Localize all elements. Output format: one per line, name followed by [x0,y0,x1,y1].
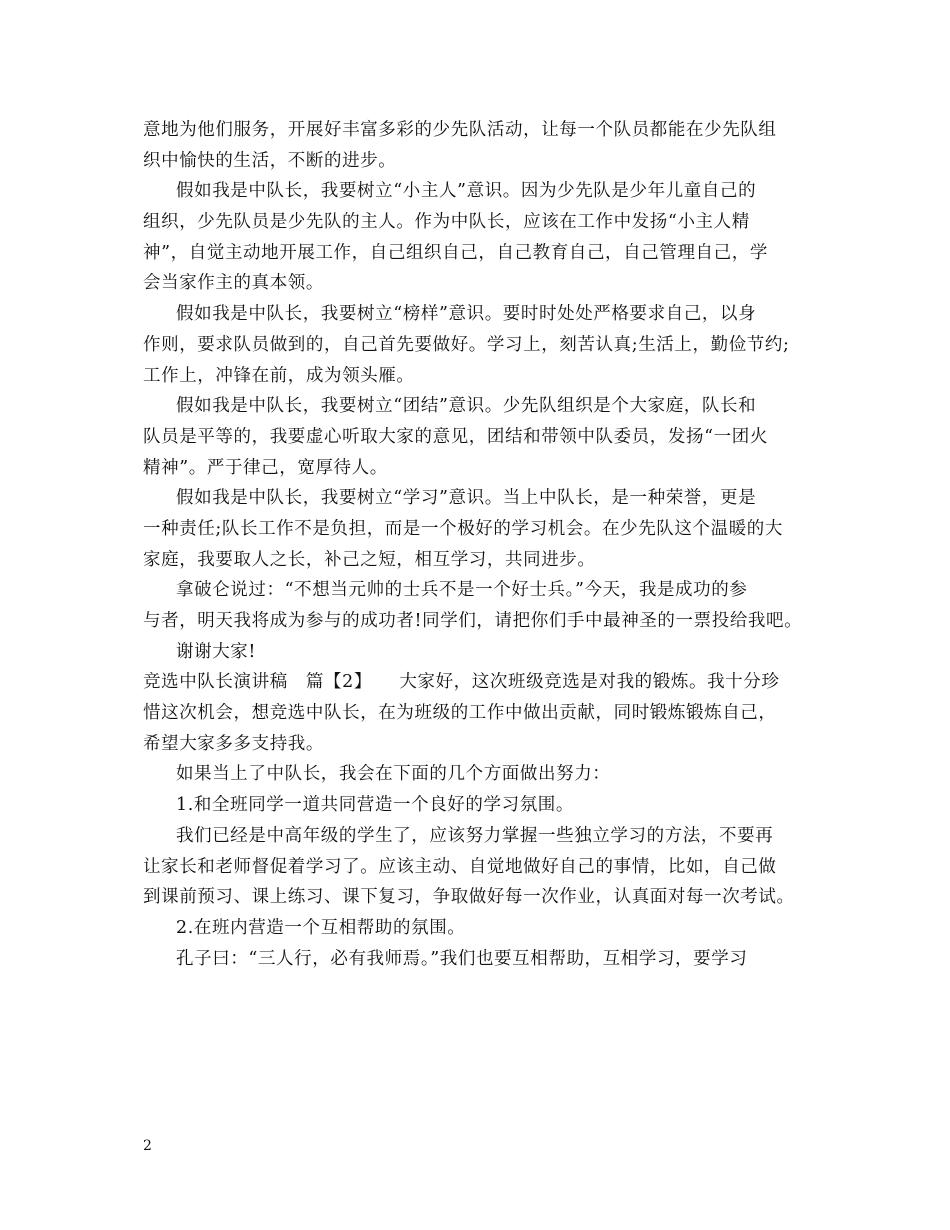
paragraph-start-line: 假如我是中队长，我要树立“小主人”意识。因为少先队是少年儿童自己的 [176,181,757,202]
paragraph-start-line: 孔子曰：“三人行，必有我师焉。”我们也要互相帮助，互相学习，要学习 [176,948,748,969]
body-text [143,115,809,974]
text-line: 一种责任;队长工作不是负担，而是一个极好的学习机会。在少先队这个温暖的大 [143,518,783,539]
text-line: 神”，自觉主动地开展工作，自己组织自己，自己教育自己，自己管理自己，学 [143,242,768,263]
text-line: 织中愉快的生活，不断的进步。 [143,150,397,171]
text-line: 与者，明天我将成为参与的成功者!同学们，请把你们手中最神圣的一票投给我吧。 [143,611,803,631]
page-number: 2 [143,1138,152,1154]
section-heading-line: 竞选中队长演讲稿 篇【2】 大家好，这次班级竞选是对我的锻炼。我十分珍 [143,672,780,693]
paragraph-start-line: 假如我是中队长，我要树立“学习”意识。当上中队长，是一种荣誉，更是 [176,488,757,509]
paragraph-start-line: 假如我是中队长，我要树立“团结”意识。少先队组织是个大家庭，队长和 [176,396,757,417]
text-line: 作则，要求队员做到的，自己首先要做好。学习上，刻苦认真;生活上，勤俭节约; [143,334,790,355]
text-line: 精神”。严于律己，宽厚待人。 [143,457,388,478]
paragraph-start-line: 假如我是中队长，我要树立“榜样”意识。要时时处处严格要求自己，以身 [176,304,757,325]
text-line: 惜这次机会，想竞选中队长，在为班级的工作中做出贡献，同时锻炼锻炼自己， [143,703,777,724]
paragraph-start-line: 如果当上了中队长，我会在下面的几个方面做出努力： [176,764,611,785]
paragraph-start-line: 拿破仑说过：“不想当元帅的士兵不是一个好士兵。”今天，我是成功的参 [176,580,748,601]
text-line: 会当家作主的真本领。 [143,273,324,294]
text-line: 家庭，我要取人之长，补己之短，相互学习，共同进步。 [143,549,596,570]
text-line: 工作上，冲锋在前，成为领头雁。 [143,365,415,386]
text-line: 意地为他们服务，开展好丰富多彩的少先队活动，让每一个队员都能在少先队组 [143,120,777,140]
text-line: 组织，少先队员是少先队的主人。作为中队长，应该在工作中发扬“小主人精 [143,212,750,233]
numbered-point-line: 1.和全班同学一道共同营造一个良好的学习氛围。 [176,795,574,816]
closing-line: 谢谢大家! [176,641,257,662]
numbered-point-line: 2.在班内营造一个互相帮助的氛围。 [176,917,466,938]
text-line: 到课前预习、课上练习、课下复习，争取做好每一次作业，认真面对每一次考试。 [143,887,795,908]
paragraph-start-line: 我们已经是中高年级的学生了，应该努力掌握一些独立学习的方法，不要再 [176,825,774,846]
text-line: 希望大家多多支持我。 [143,733,324,754]
text-line: 队员是平等的，我要虚心听取大家的意见，团结和带领中队委员，发扬“一团火 [143,426,768,447]
text-line: 让家长和老师督促着学习了。应该主动、自觉地做好自己的事情，比如，自己做 [143,856,777,877]
